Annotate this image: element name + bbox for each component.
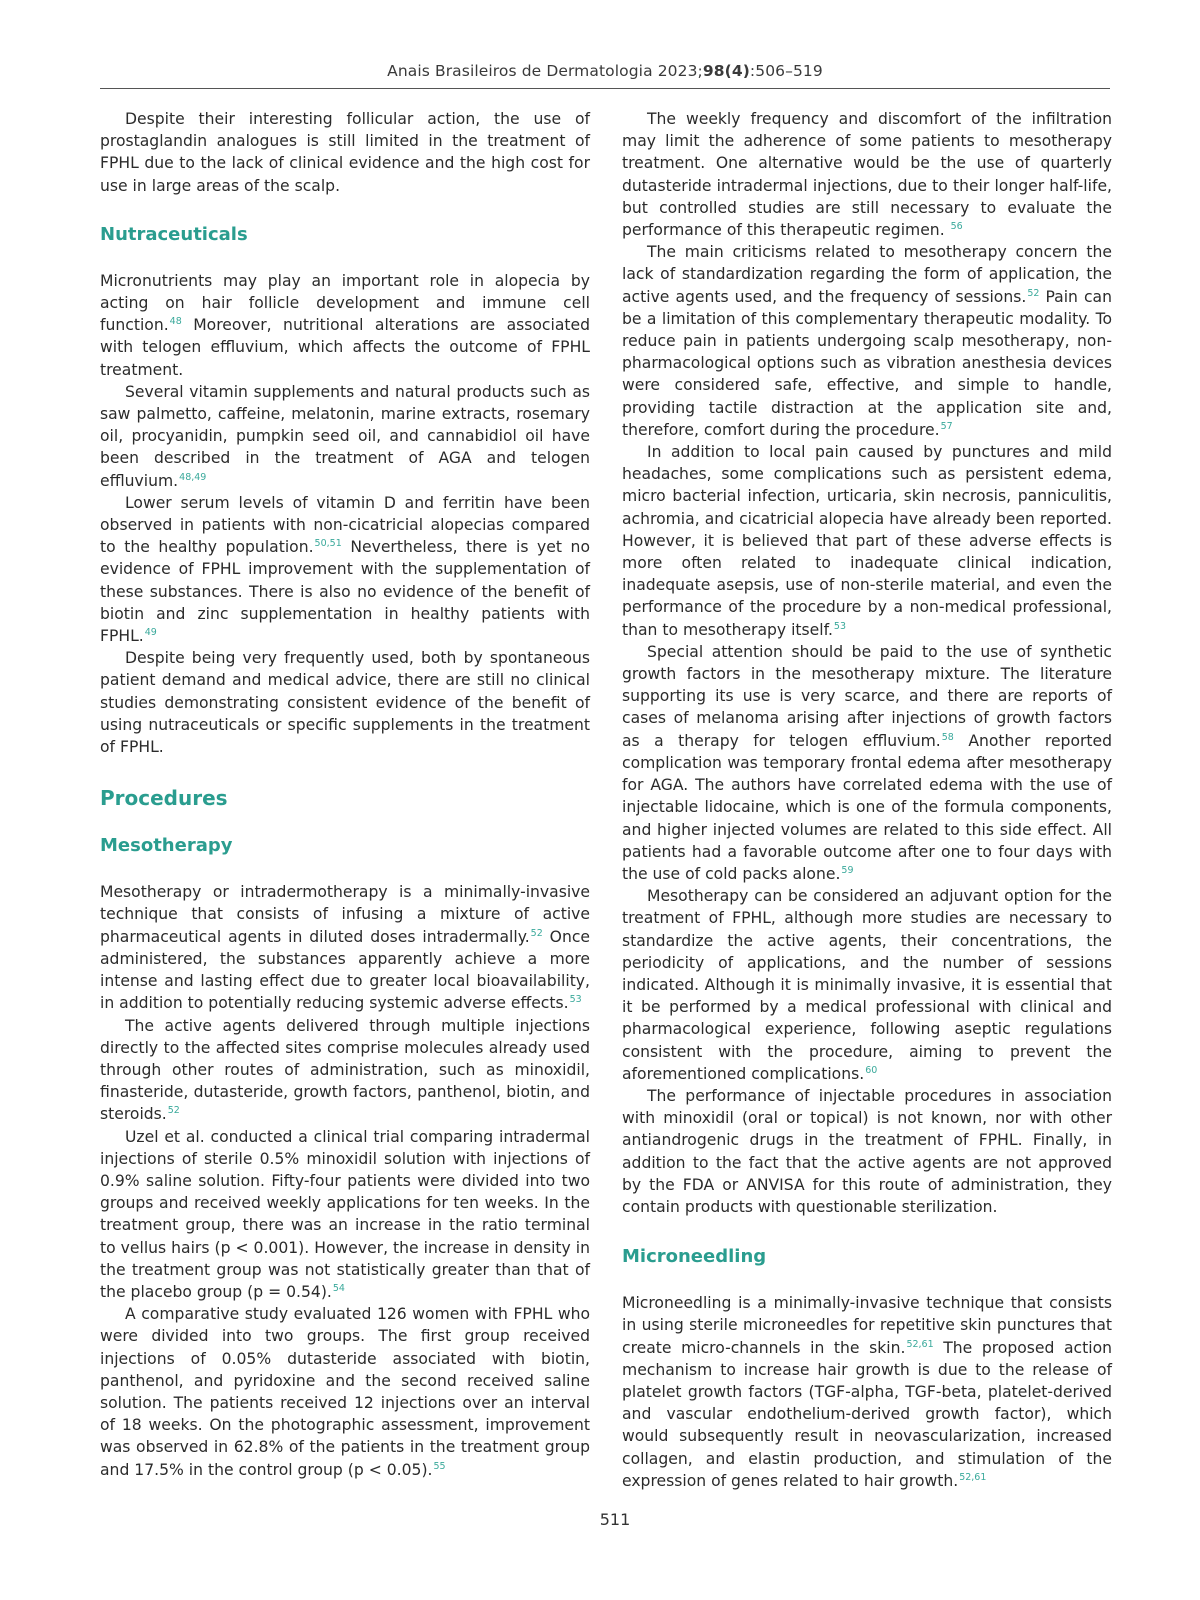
subsection-heading-mesotherapy: Mesotherapy bbox=[100, 835, 233, 857]
reference-link[interactable]: 48 bbox=[169, 316, 182, 328]
reference-link[interactable]: 49 bbox=[144, 627, 157, 639]
paragraph: Despite being very frequently used, both by spontaneous patient demand and medical advice, there are still no clinical studies demonstrating consistent evidence of the benefit of using nutraceuticals or specific supplements in the treatment of FPHL. bbox=[100, 649, 590, 757]
running-header bbox=[100, 62, 1110, 80]
reference-link[interactable]: 54 bbox=[332, 1282, 345, 1294]
paragraph: Several vitamin supplements and natural products such as saw palmetto, caffeine, melatonin, marine extracts, rosemary oil, procyanidin, pumpkin seed oil, and cannabidiol oil have been described in the treatment of AGA and telogen effluvium.$^{48,49}$ bbox=[100, 382, 590, 490]
paragraph: The active agents delivered through multiple injections directly to the affected sites comprise molecules already used through other routes of administration, such as minoxidil, finasteride, dutasteride, growth factors, panthenol, biotin, and steroids.$^{52}$ bbox=[100, 1016, 590, 1124]
reference-link[interactable]: 53 bbox=[833, 620, 846, 632]
subsection-heading-microneedling: Microneedling bbox=[622, 1246, 767, 1268]
reference-link[interactable]: 48,49 bbox=[179, 471, 207, 483]
paragraph: In addition to local pain caused by punctures and mild headaches, some complications such as persistent edema, micro bacterial infection, urticaria, skin necrosis, panniculitis, achromia, and cicatricial alopecia have already been reported. However, it is believed that part of these adverse effects is more often related to inadequate clinical indication, inadequate asepsis, use of non-sterile material, and even the performance of the procedure by a non-medical professional, than to mesotherapy itself.$^{53}$ bbox=[622, 443, 1112, 639]
paragraph: Special attention should be paid to the use of synthetic growth factors in the mesotherapy mixture. The literature supporting its use is very scarce, and there are reports of cases of melanoma arising after injections of growth factors as a therapy for telogen effluvium.$^{58}$ Another reported complication was temporary frontal edema after mesotherapy for AGA. The authors have correlated edema with the use of injectable lidocaine, which is one of the formula components, and higher injected volumes are related to this side effect. All patients had a favorable outcome after one to four days with the use of cold packs alone.$^{59}$ bbox=[622, 642, 1112, 883]
page-number: 511 bbox=[599, 1510, 631, 1529]
reference-link[interactable]: 52,61 bbox=[959, 1471, 987, 1483]
paragraph: The performance of injectable procedures in association with minoxidil (oral or topical) is not known, nor with other antiandrogenic drugs in the treatment of FPHL. Finally, in addition to the fact that the active agents are not approved by the FDA or ANVISA for this route of administration, they contain products with questionable sterilization. bbox=[622, 1086, 1112, 1216]
header-rule bbox=[100, 88, 1110, 89]
paragraph: Uzel et al. conducted a clinical trial comparing intradermal injections of sterile 0.5% minoxidil solution with injections of 0.9% saline solution. Fifty-four patients were divided into two groups and received weekly applications for ten weeks. In the treatment group, there was an increase in the ratio terminal to vellus hairs (p < 0.001). However, the increase in density in the treatment group was not statistically greater than that of the placebo group (p = 0.54).$^{54}$ bbox=[100, 1127, 590, 1301]
reference-link[interactable]: 52 bbox=[530, 927, 543, 939]
section-heading-procedures: Procedures bbox=[100, 786, 228, 811]
journal-name: Anais Brasileiros de Dermatologia 2023; bbox=[387, 62, 703, 80]
reference-link[interactable]: 58 bbox=[941, 731, 954, 743]
reference-link[interactable]: 50,51 bbox=[314, 538, 342, 550]
right-column bbox=[622, 108, 1112, 1492]
paragraph: Lower serum levels of vitamin D and ferritin have been observed in patients with non-cicatricial alopecias compared to the healthy population.$^{50,51}$ Nevertheless, there is yet no evidence of FPHL improvement with the supplementation of these substances. There is also no evidence of the benefit of biotin and zinc supplementation in healthy patients with FPHL.$^{49}$ bbox=[100, 493, 590, 646]
reference-link[interactable]: 53 bbox=[569, 994, 582, 1006]
left-column bbox=[100, 108, 590, 1481]
paragraph: Mesotherapy can be considered an adjuvant option for the treatment of FPHL, although more studies are necessary to standardize the active agents, their concentrations, the periodicity of applications, and the number of sessions indicated. Although it is minimally invasive, it is essential that it be performed by a medical professional with clinical and pharmacological experience, following aseptic regulations consistent with the procedure, aiming to prevent the aforementioned complications.$^{60}$ bbox=[622, 887, 1112, 1083]
volume-issue: 98(4) bbox=[702, 62, 750, 80]
paragraph: A comparative study evaluated 126 women with FPHL who were divided into two groups. The first group received injections of 0.05% dutasteride associated with biotin, panthenol, and pyridoxine and the second received saline solution. The patients received 12 injections over an interval of 18 weeks. On the photographic assessment, improvement was observed in 62.8% of the patients in the treatment group and 17.5% in the control group (p < 0.05).$^{55}$ bbox=[100, 1305, 590, 1479]
reference-link[interactable]: 56 bbox=[950, 221, 963, 233]
paragraph: The weekly frequency and discomfort of the infiltration may limit the adherence of some patients to mesotherapy treatment. One alternative would be the use of quarterly dutasteride intradermal injections, due to their longer half-life, but controlled studies are still necessary to evaluate the performance of this therapeutic regimen. $^{56}$ bbox=[622, 110, 1112, 240]
reference-link[interactable]: 52 bbox=[167, 1105, 180, 1117]
page-range: :506–519 bbox=[749, 62, 823, 80]
paragraph: The main criticisms related to mesotherapy concern the lack of standardization regarding the form of application, the active agents used, and the frequency of sessions.$^{52}$ Pain can be a limitation of this complementary therapeutic modality. To reduce pain in patients undergoing scalp mesotherapy, non-pharmacological options such as vibration anesthesia devices were considered safe, effective, and simple to handle, providing tactile distraction at the application site and, therefore, comfort during the procedure.$^{57}$ bbox=[622, 243, 1112, 439]
reference-link[interactable]: 60 bbox=[865, 1064, 878, 1076]
reference-link[interactable]: 52 bbox=[1027, 287, 1040, 299]
section-heading-nutraceuticals: Nutraceuticals bbox=[100, 223, 248, 245]
reference-link[interactable]: 52,61 bbox=[906, 1338, 934, 1350]
reference-link[interactable]: 57 bbox=[940, 420, 953, 432]
reference-link[interactable]: 55 bbox=[433, 1460, 446, 1472]
paragraph: Micronutrients may play an important role in alopecia by acting on hair follicle development and immune cell function.$^{48}$ Moreover, nutritional alterations are associated with telogen effluvium, which affects the outcome of FPHL treatment. bbox=[100, 271, 590, 379]
paragraph: Microneedling is a minimally-invasive technique that consists in using sterile microneedles for repetitive skin punctures that create micro-channels in the skin.$^{52,61}$ The proposed action mechanism to increase hair growth is due to the release of platelet growth factors (TGF-alpha, TGF-beta, platelet-derived and vascular endothelium-derived growth factor), which would subsequently result in neovascularization, increased collagen, and elastin production, and stimulation of the expression of genes related to hair growth.$^{52,61}$ bbox=[622, 1294, 1112, 1490]
reference-link[interactable]: 59 bbox=[841, 864, 854, 876]
paragraph: Mesotherapy or intradermotherapy is a minimally-invasive technique that consists of infusing a mixture of active pharmaceutical agents in diluted doses intradermally.$^{52}$ Once administered, the substances apparently achieve a more intense and lasting effect due to greater local bioavailability, in addition to potentially reducing systemic adverse effects.$^{53}$ bbox=[100, 883, 590, 1013]
paragraph: Despite their interesting follicular action, the use of prostaglandin analogues is still limited in the treatment of FPHL due to the lack of clinical evidence and the high cost for use in large areas of the scalp. bbox=[100, 110, 590, 195]
